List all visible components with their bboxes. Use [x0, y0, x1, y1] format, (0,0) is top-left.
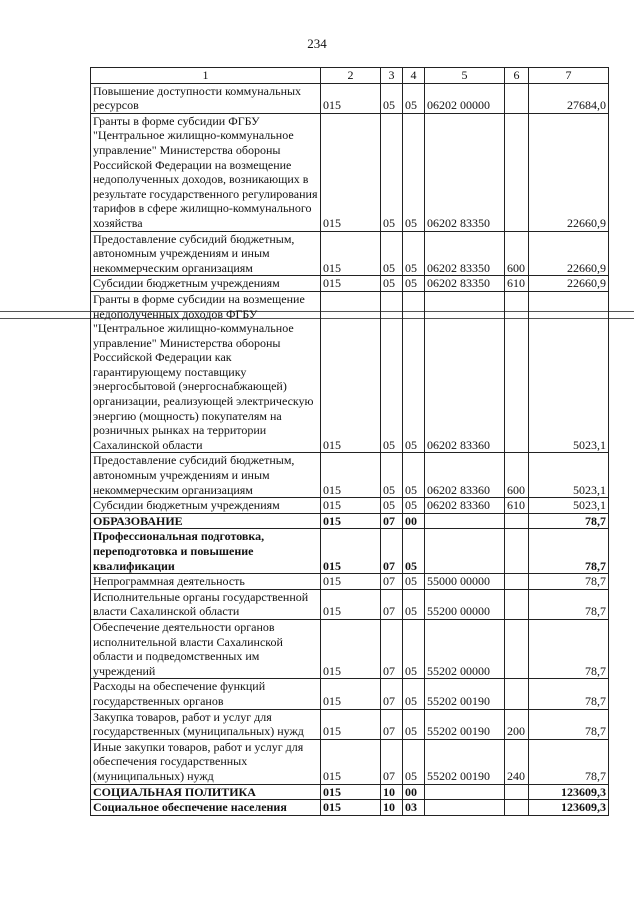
- row-expense-type-cell: 600: [505, 453, 529, 498]
- row-expense-type-cell: [505, 574, 529, 590]
- row-section-cell: 05: [381, 453, 403, 498]
- row-expense-type-cell: [505, 529, 529, 574]
- row-section-cell: 05: [381, 291, 403, 453]
- row-target-article-cell: 55202 00000: [425, 619, 505, 678]
- column-header: 4: [403, 68, 425, 84]
- column-header: 5: [425, 68, 505, 84]
- row-target-article-cell: 55200 00000: [425, 589, 505, 619]
- row-admin-code-cell: 015: [321, 739, 381, 784]
- row-admin-code-cell: 015: [321, 276, 381, 292]
- row-name-cell: Субсидии бюджетным учреждениям: [91, 276, 321, 292]
- row-section-cell: 05: [381, 231, 403, 276]
- row-target-article-cell: 06202 83360: [425, 291, 505, 453]
- column-header: 7: [529, 68, 609, 84]
- row-admin-code-cell: 015: [321, 619, 381, 678]
- row-subsection-cell: 05: [403, 619, 425, 678]
- row-subsection-cell: 00: [403, 784, 425, 800]
- row-section-cell: 07: [381, 679, 403, 709]
- row-section-cell: 07: [381, 619, 403, 678]
- row-subsection-cell: 05: [403, 709, 425, 739]
- row-target-article-cell: 55202 00190: [425, 679, 505, 709]
- row-amount-cell: 22660,9: [529, 113, 609, 231]
- row-amount-cell: 22660,9: [529, 276, 609, 292]
- row-target-article-cell: 06202 83350: [425, 113, 505, 231]
- row-name-cell: Закупка товаров, работ и услуг для государственных (муниципальных) нужд: [91, 709, 321, 739]
- row-expense-type-cell: 610: [505, 276, 529, 292]
- row-subsection-cell: 05: [403, 453, 425, 498]
- column-header: 1: [91, 68, 321, 84]
- row-subsection-cell: 05: [403, 498, 425, 514]
- row-name-cell: Гранты в форме субсидии ФГБУ "Центральное жилищно-коммунальное управление" Министерства обороны Российской Федерации на возмещение недополученных доходов, возникающих в результате государственного регулирования тарифов в сфере жилищно-коммунального хозяйства: [91, 113, 321, 231]
- table-row: [91, 800, 609, 816]
- row-target-article-cell: 06202 00000: [425, 83, 505, 113]
- row-subsection-cell: 00: [403, 513, 425, 529]
- row-name-cell: Предоставление субсидий бюджетным, автономным учреждениям и иным некоммерческим организациям: [91, 453, 321, 498]
- table-row: [91, 291, 609, 453]
- row-name-cell: Расходы на обеспечение функций государственных органов: [91, 679, 321, 709]
- row-admin-code-cell: 015: [321, 574, 381, 590]
- table-row: [91, 498, 609, 514]
- row-amount-cell: 78,7: [529, 739, 609, 784]
- column-header: 3: [381, 68, 403, 84]
- table-row: [91, 784, 609, 800]
- column-header: 6: [505, 68, 529, 84]
- row-subsection-cell: 05: [403, 679, 425, 709]
- row-admin-code-cell: 015: [321, 709, 381, 739]
- row-name-cell: Иные закупки товаров, работ и услуг для обеспечения государственных (муниципальных) нужд: [91, 739, 321, 784]
- row-expense-type-cell: 240: [505, 739, 529, 784]
- row-expense-type-cell: 610: [505, 498, 529, 514]
- row-subsection-cell: 05: [403, 529, 425, 574]
- row-amount-cell: 22660,9: [529, 231, 609, 276]
- row-name-cell: Предоставление субсидий бюджетным, автономным учреждениям и иным некоммерческим организациям: [91, 231, 321, 276]
- row-subsection-cell: 05: [403, 276, 425, 292]
- row-admin-code-cell: 015: [321, 113, 381, 231]
- row-amount-cell: 5023,1: [529, 291, 609, 453]
- row-section-cell: 10: [381, 784, 403, 800]
- row-name-cell: Повышение доступности коммунальных ресурсов: [91, 83, 321, 113]
- row-admin-code-cell: 015: [321, 679, 381, 709]
- row-name-cell: Социальное обеспечение населения: [91, 800, 321, 816]
- row-target-article-cell: [425, 513, 505, 529]
- table-row: [91, 529, 609, 574]
- row-section-cell: 07: [381, 513, 403, 529]
- row-target-article-cell: 55000 00000: [425, 574, 505, 590]
- row-section-cell: 05: [381, 498, 403, 514]
- row-target-article-cell: 06202 83360: [425, 498, 505, 514]
- table-row: [91, 453, 609, 498]
- table-row: [91, 619, 609, 678]
- row-name-cell: Исполнительные органы государственной власти Сахалинской области: [91, 589, 321, 619]
- row-target-article-cell: [425, 784, 505, 800]
- row-expense-type-cell: [505, 83, 529, 113]
- row-amount-cell: 123609,3: [529, 800, 609, 816]
- row-subsection-cell: 05: [403, 739, 425, 784]
- table-row: [91, 276, 609, 292]
- table-header-row: [91, 68, 609, 84]
- column-header: 2: [321, 68, 381, 84]
- row-subsection-cell: 05: [403, 589, 425, 619]
- row-subsection-cell: 05: [403, 113, 425, 231]
- row-expense-type-cell: [505, 784, 529, 800]
- row-target-article-cell: [425, 800, 505, 816]
- table-row: [91, 574, 609, 590]
- row-section-cell: 05: [381, 83, 403, 113]
- row-amount-cell: 5023,1: [529, 453, 609, 498]
- row-expense-type-cell: [505, 679, 529, 709]
- row-name-cell: ОБРАЗОВАНИЕ: [91, 513, 321, 529]
- row-name-cell: СОЦИАЛЬНАЯ ПОЛИТИКА: [91, 784, 321, 800]
- row-admin-code-cell: 015: [321, 231, 381, 276]
- row-amount-cell: 78,7: [529, 679, 609, 709]
- row-section-cell: 07: [381, 589, 403, 619]
- row-amount-cell: 123609,3: [529, 784, 609, 800]
- row-section-cell: 07: [381, 529, 403, 574]
- budget-table: [90, 67, 609, 816]
- row-name-cell: Непрограммная деятельность: [91, 574, 321, 590]
- row-target-article-cell: [425, 529, 505, 574]
- row-amount-cell: 78,7: [529, 619, 609, 678]
- row-name-cell: Субсидии бюджетным учреждениям: [91, 498, 321, 514]
- row-admin-code-cell: 015: [321, 83, 381, 113]
- table-row: [91, 83, 609, 113]
- row-admin-code-cell: 015: [321, 291, 381, 453]
- row-expense-type-cell: [505, 291, 529, 453]
- row-amount-cell: 78,7: [529, 513, 609, 529]
- row-expense-type-cell: [505, 589, 529, 619]
- row-section-cell: 10: [381, 800, 403, 816]
- row-admin-code-cell: 015: [321, 529, 381, 574]
- row-admin-code-cell: 015: [321, 784, 381, 800]
- row-target-article-cell: 06202 83360: [425, 453, 505, 498]
- row-section-cell: 05: [381, 276, 403, 292]
- row-target-article-cell: 55202 00190: [425, 709, 505, 739]
- row-target-article-cell: 55202 00190: [425, 739, 505, 784]
- row-expense-type-cell: 200: [505, 709, 529, 739]
- row-amount-cell: 78,7: [529, 529, 609, 574]
- table-row: [91, 679, 609, 709]
- table-row: [91, 589, 609, 619]
- row-subsection-cell: 05: [403, 83, 425, 113]
- row-admin-code-cell: 015: [321, 589, 381, 619]
- row-target-article-cell: 06202 83350: [425, 276, 505, 292]
- row-admin-code-cell: 015: [321, 453, 381, 498]
- row-name-cell: Обеспечение деятельности органов исполнительной власти Сахалинской области и подведомственных им учреждений: [91, 619, 321, 678]
- row-section-cell: 07: [381, 574, 403, 590]
- row-expense-type-cell: [505, 619, 529, 678]
- row-subsection-cell: 05: [403, 574, 425, 590]
- row-name-cell: Профессиональная подготовка, переподготовка и повышение квалификации: [91, 529, 321, 574]
- row-admin-code-cell: 015: [321, 513, 381, 529]
- table-row: [91, 709, 609, 739]
- row-admin-code-cell: 015: [321, 498, 381, 514]
- row-name-cell: Гранты в форме субсидии на возмещение недополученных доходов ФГБУ "Центральное жилищно-коммунальное управление" Министерства обороны Российской Федерации как гарантирующему поставщику энергосбытовой (энергоснабжающей) организации, реализующей электрическую энергию (мощность) покупателям на розничных рынках на территории Сахалинской области: [91, 291, 321, 453]
- row-section-cell: 05: [381, 113, 403, 231]
- row-expense-type-cell: [505, 513, 529, 529]
- page-number: 234: [307, 36, 327, 51]
- row-target-article-cell: 06202 83350: [425, 231, 505, 276]
- row-admin-code-cell: 015: [321, 800, 381, 816]
- row-amount-cell: 78,7: [529, 574, 609, 590]
- table-row: [91, 739, 609, 784]
- row-amount-cell: 78,7: [529, 709, 609, 739]
- row-amount-cell: 78,7: [529, 589, 609, 619]
- table-row: [91, 513, 609, 529]
- row-amount-cell: 5023,1: [529, 498, 609, 514]
- row-section-cell: 07: [381, 709, 403, 739]
- row-expense-type-cell: [505, 800, 529, 816]
- row-subsection-cell: 03: [403, 800, 425, 816]
- table-row: [91, 113, 609, 231]
- row-subsection-cell: 05: [403, 231, 425, 276]
- row-amount-cell: 27684,0: [529, 83, 609, 113]
- row-expense-type-cell: [505, 113, 529, 231]
- row-section-cell: 07: [381, 739, 403, 784]
- row-subsection-cell: 05: [403, 291, 425, 453]
- row-expense-type-cell: 600: [505, 231, 529, 276]
- table-row: [91, 231, 609, 276]
